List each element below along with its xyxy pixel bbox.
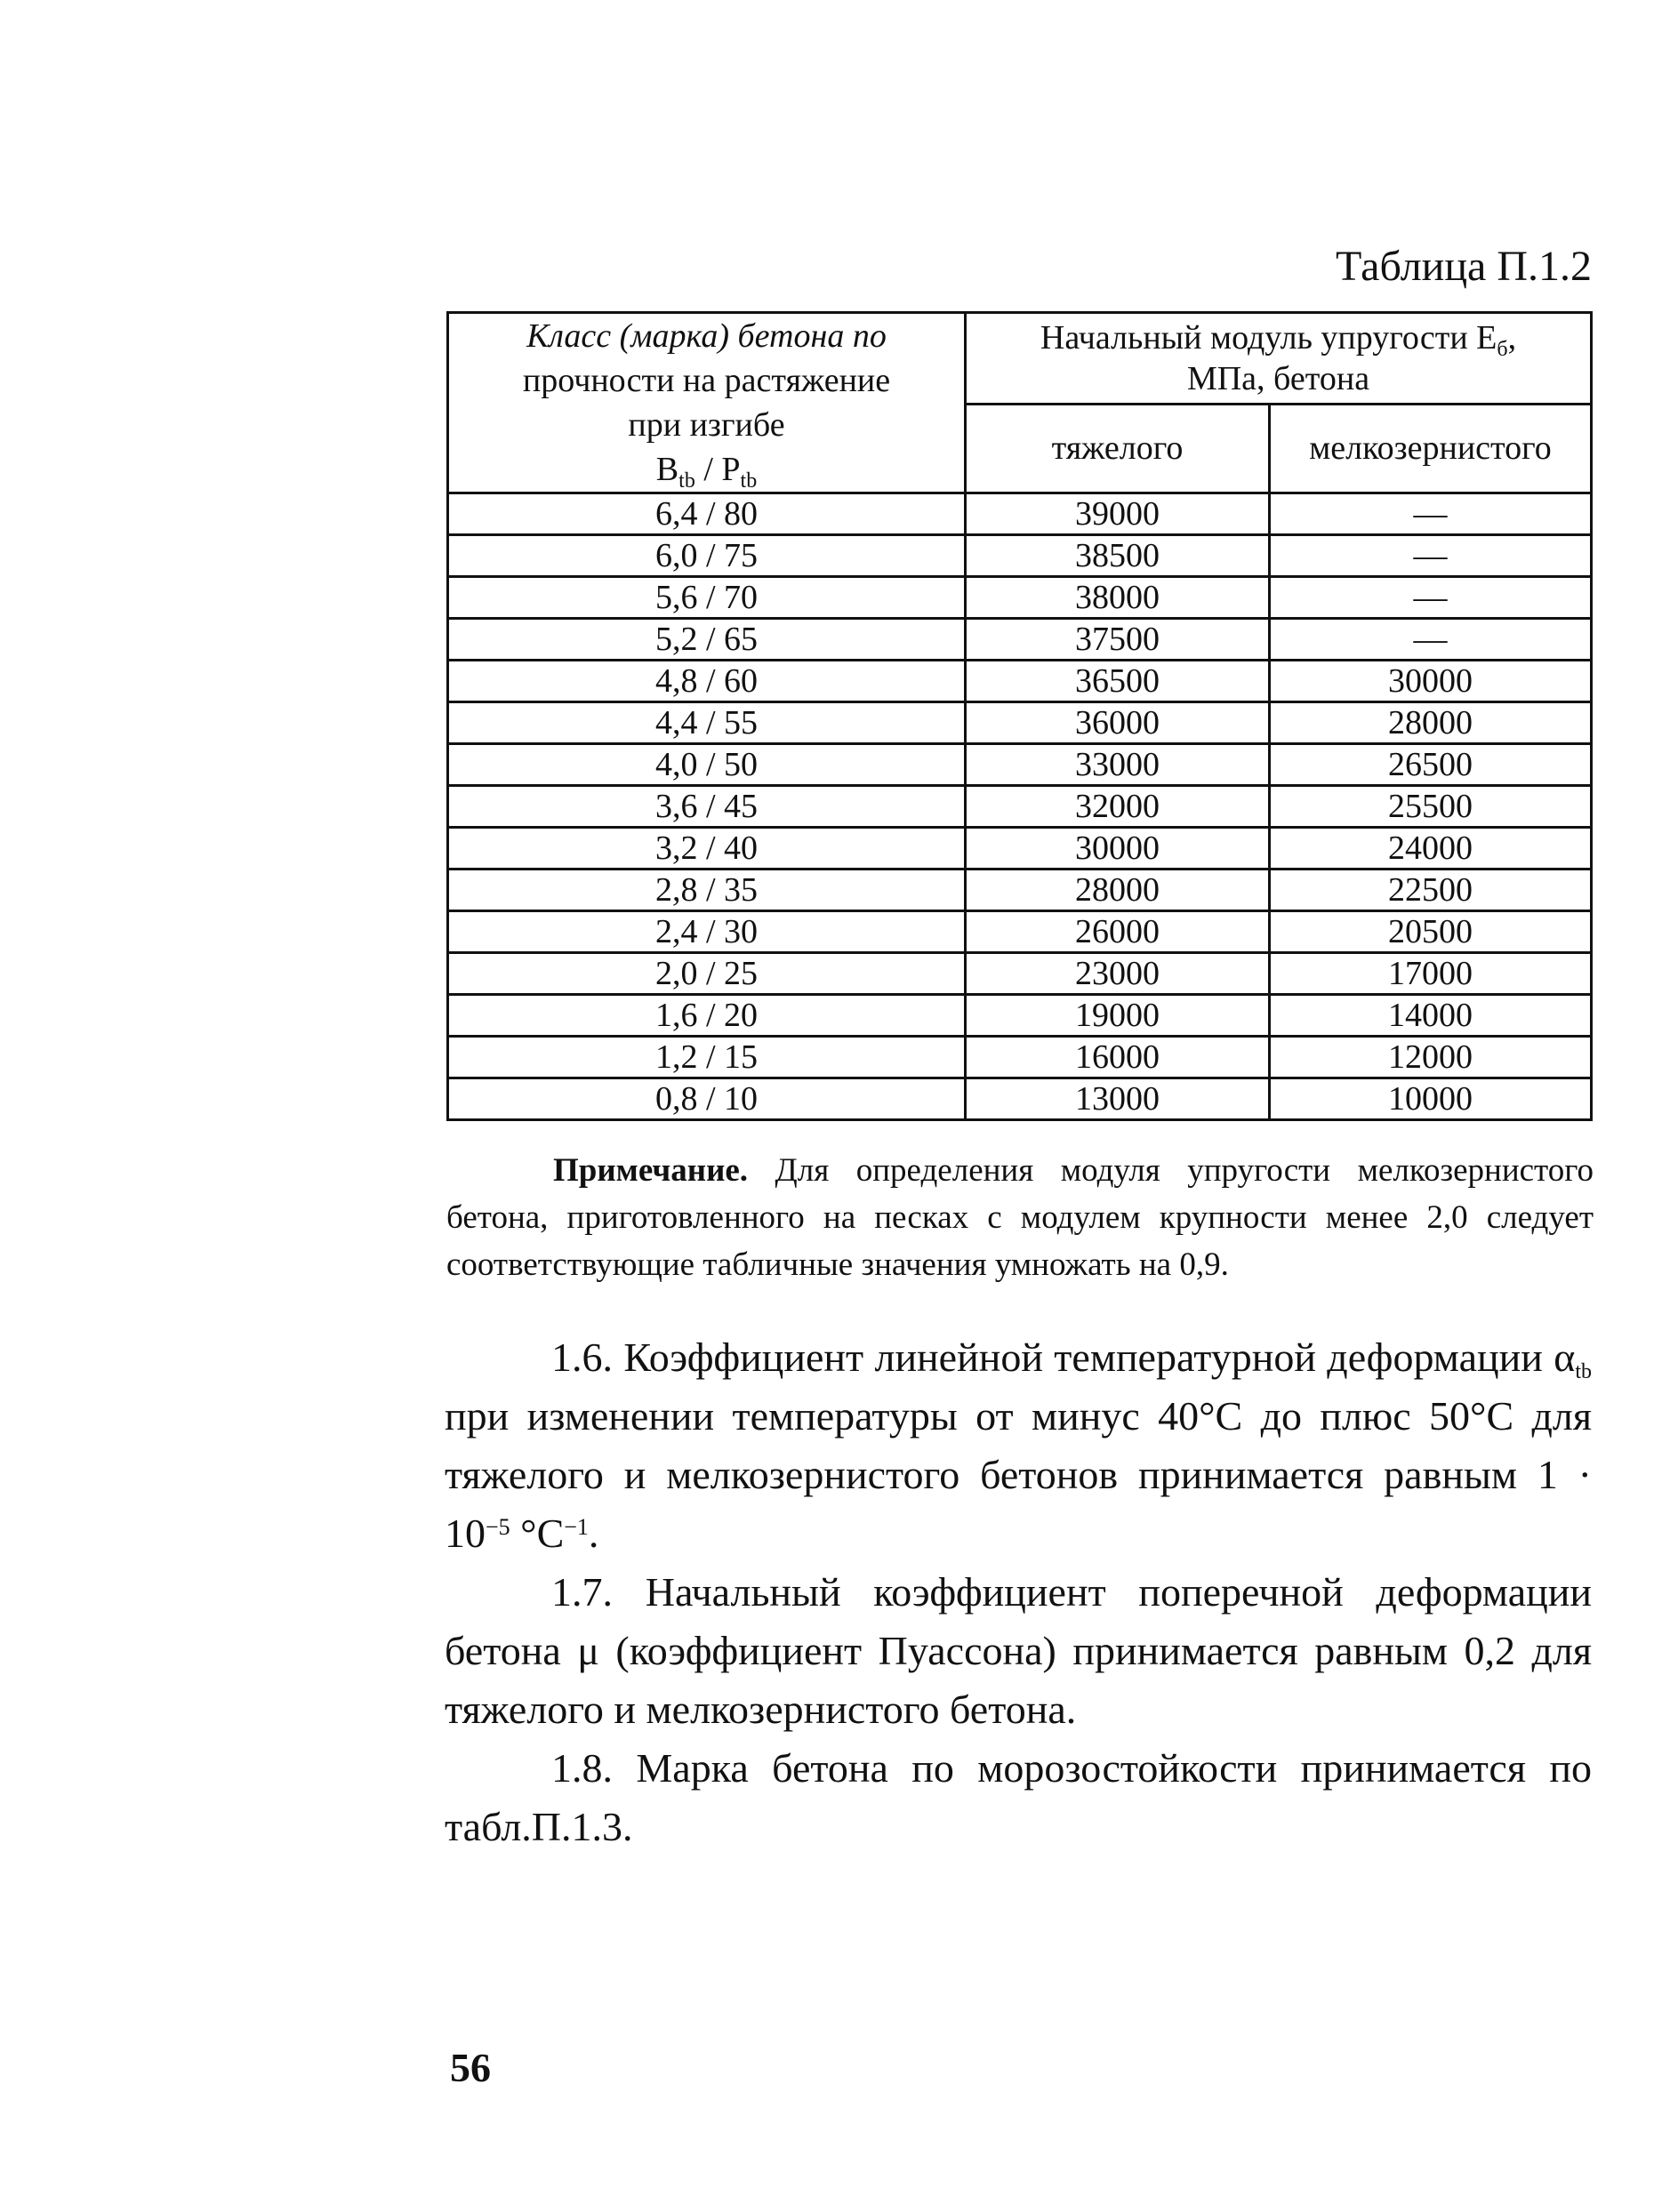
cell-fine-modulus: 14000 (1270, 995, 1592, 1037)
table-row (448, 702, 1592, 744)
cell-concrete-class: 6,4 / 80 (448, 493, 966, 535)
cell-concrete-class: 4,0 / 50 (448, 744, 966, 786)
header-class-line3: при изгибе (628, 406, 785, 444)
header-concrete-class (448, 313, 966, 493)
cell-fine-modulus: 10000 (1270, 1078, 1592, 1120)
cell-concrete-class: 1,6 / 20 (448, 995, 966, 1037)
table-row (448, 786, 1592, 828)
cell-concrete-class: 2,4 / 30 (448, 911, 966, 953)
cell-heavy-modulus: 38000 (966, 577, 1270, 619)
concrete-modulus-table (446, 311, 1593, 1121)
cell-concrete-class: 3,2 / 40 (448, 828, 966, 870)
table-row (448, 577, 1592, 619)
header-initial-modulus: Начальный модуль упругости $E_б$, МПа, бетона (966, 313, 1592, 405)
cell-heavy-modulus: 38500 (966, 535, 1270, 577)
cell-concrete-class: 4,4 / 55 (448, 702, 966, 744)
cell-heavy-modulus: 36500 (966, 661, 1270, 702)
cell-heavy-modulus: 19000 (966, 995, 1270, 1037)
cell-heavy-modulus: 37500 (966, 619, 1270, 661)
table-row (448, 661, 1592, 702)
page-number: 56 (450, 2045, 491, 2090)
header-fine-concrete: мелкозернистого (1270, 404, 1592, 493)
cell-heavy-modulus: 36000 (966, 702, 1270, 744)
paragraph-1-6: 1.6. Коэффициент линейной температурной деформации $\alpha_{tb}$ при изменении температуры от минус 40°С до плюс 50°С для тяжелого и мелкозернистого бетонов принимается равным $1 \cdot 10^{-5}$ $^\circ С^{-1}$. (445, 1334, 1592, 1556)
table-caption: Таблица П.1.2 (1336, 243, 1592, 290)
cell-heavy-modulus: 39000 (966, 493, 1270, 535)
table-row (448, 1078, 1592, 1120)
cell-heavy-modulus: 30000 (966, 828, 1270, 870)
table-note (446, 1147, 1594, 1288)
table-row (448, 1037, 1592, 1078)
cell-concrete-class: 3,6 / 45 (448, 786, 966, 828)
cell-concrete-class: 6,0 / 75 (448, 535, 966, 577)
paragraph-1-7: 1.7. Начальный коэффициент поперечной деформации бетона μ (коэффициент Пуассона) принимается равным 0,2 для тяжелого и мелкозернистого бетона. (445, 1569, 1592, 1732)
cell-heavy-modulus: 13000 (966, 1078, 1270, 1120)
cell-concrete-class: 5,6 / 70 (448, 577, 966, 619)
header-heavy-concrete: тяжелого (966, 404, 1270, 493)
cell-fine-modulus: — (1270, 493, 1592, 535)
table-row (448, 995, 1592, 1037)
cell-concrete-class: 5,2 / 65 (448, 619, 966, 661)
note-label: Примечание. (553, 1152, 749, 1189)
table-row (448, 828, 1592, 870)
cell-fine-modulus: 20500 (1270, 911, 1592, 953)
cell-heavy-modulus: 33000 (966, 744, 1270, 786)
cell-fine-modulus: 30000 (1270, 661, 1592, 702)
cell-heavy-modulus: 23000 (966, 953, 1270, 995)
cell-fine-modulus: 22500 (1270, 870, 1592, 911)
table-row (448, 619, 1592, 661)
cell-fine-modulus: — (1270, 577, 1592, 619)
cell-heavy-modulus: 26000 (966, 911, 1270, 953)
table-body (448, 493, 1592, 1120)
header-class-symbol: $B_{tb} / P_{tb}$ (655, 451, 758, 493)
cell-fine-modulus: — (1270, 619, 1592, 661)
table-row (448, 493, 1592, 535)
table-row (448, 535, 1592, 577)
cell-heavy-modulus: 16000 (966, 1037, 1270, 1078)
cell-concrete-class: 4,8 / 60 (448, 661, 966, 702)
cell-fine-modulus: 24000 (1270, 828, 1592, 870)
cell-heavy-modulus: 28000 (966, 870, 1270, 911)
cell-concrete-class: 0,8 / 10 (448, 1078, 966, 1120)
table-row (448, 744, 1592, 786)
cell-fine-modulus: 26500 (1270, 744, 1592, 786)
cell-fine-modulus: 28000 (1270, 702, 1592, 744)
cell-fine-modulus: — (1270, 535, 1592, 577)
cell-concrete-class: 2,0 / 25 (448, 953, 966, 995)
header-class-line2: прочности на растяжение (522, 362, 891, 399)
note-text: Для определения модуля упругости мелкозернистого бетона, приготовленного на песках с модулем крупности менее 2,0 следует соответствующие табличные значения умножать на 0,9. (446, 1152, 1594, 1283)
paragraph-1-8: 1.8. Марка бетона по морозостойкости принимается по табл.П.1.3. (445, 1745, 1592, 1849)
table-row (448, 953, 1592, 995)
cell-heavy-modulus: 32000 (966, 786, 1270, 828)
cell-fine-modulus: 17000 (1270, 953, 1592, 995)
table-container (446, 311, 1590, 1121)
body-text (445, 1328, 1592, 1856)
cell-concrete-class: 2,8 / 35 (448, 870, 966, 911)
cell-concrete-class: 1,2 / 15 (448, 1037, 966, 1078)
header-class-line1: Класс (марка) бетона по (526, 317, 887, 355)
table-row (448, 870, 1592, 911)
cell-fine-modulus: 25500 (1270, 786, 1592, 828)
table-row (448, 911, 1592, 953)
cell-fine-modulus: 12000 (1270, 1037, 1592, 1078)
